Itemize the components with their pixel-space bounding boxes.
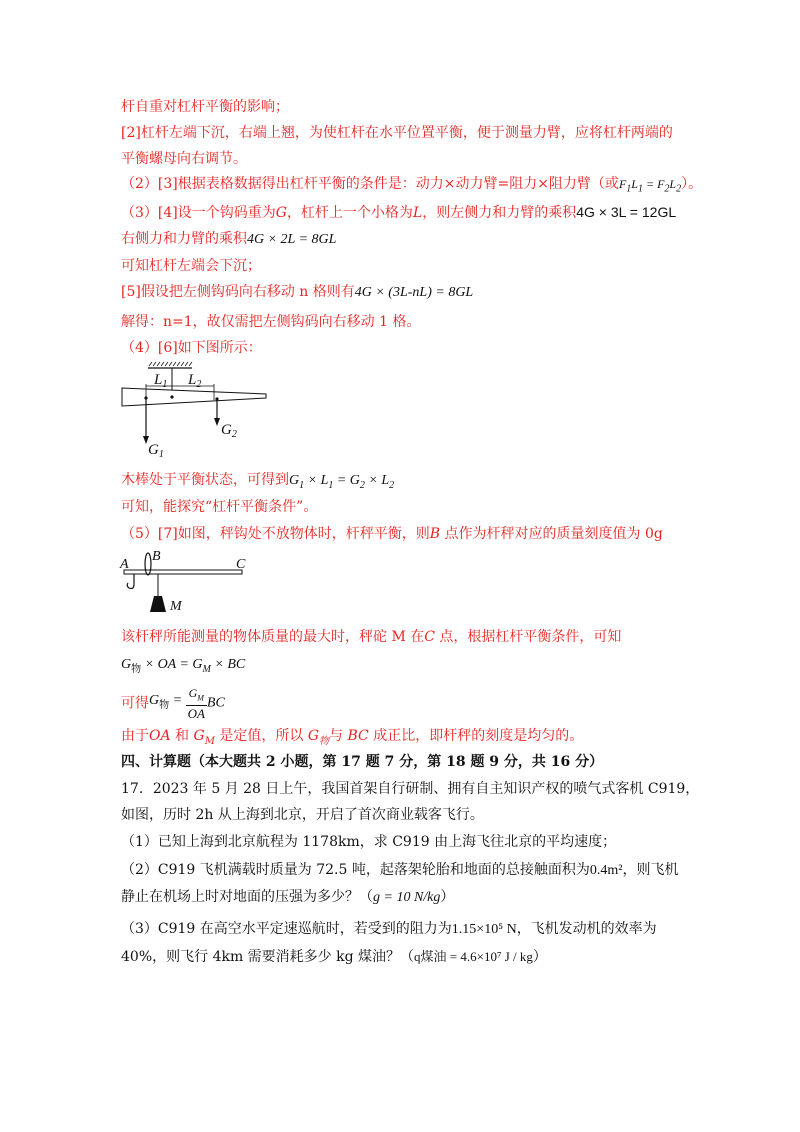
label-m: M <box>170 599 182 614</box>
solution-line-12: 可知，能探究“杠杆平衡条件”。 <box>121 499 318 515</box>
solution-line-5-text: （3）[4]设一个钩码重为 <box>121 205 276 221</box>
solution-line-14-a: 该杆秤所能测量的物体质量的最大时，秤砣 M 在 <box>121 629 425 645</box>
solution-line-17-a: 由于 <box>121 728 149 744</box>
point-b-text: B <box>429 526 441 542</box>
q17-line-7 <box>121 947 547 967</box>
gm-text: $G_M$ <box>193 728 215 747</box>
label-a: A <box>120 557 129 572</box>
label-b: B <box>152 549 161 564</box>
oa-text: OA <box>149 728 171 744</box>
heat-value-math: q煤油 = 4.6×10⁷ J / kg <box>414 949 533 964</box>
solution-line-17 <box>121 726 583 752</box>
bc-text: BC <box>347 728 369 744</box>
bc-math: BC <box>206 695 225 711</box>
q17-line-4 <box>121 860 678 881</box>
label-g2: $G_2$ <box>221 422 237 440</box>
gw-text: $G_物$ <box>307 728 330 747</box>
var-g: G <box>275 205 287 221</box>
q17-line-4-a: （2）C919 飞机满载时质量为 72.5 吨，起落架轮胎和地面的总接触面积为 <box>121 862 590 878</box>
stick-lever-figure <box>118 360 278 460</box>
q17-line-7-a: 40%，则飞行 4km 需要消耗多少 kg 煤油？（ <box>121 949 415 965</box>
solution-line-11-text: 木棒处于平衡状态，可得到 <box>121 472 289 488</box>
solution-line-4 <box>121 174 702 199</box>
q17-line-6-b: ，飞机发动机的效率为 <box>516 921 657 937</box>
solution-line-13-c: 点作为杆秤对应的质量刻度值为 0g <box>440 526 663 542</box>
solution-line-5-mid: ，杠杆上一个小格为 <box>286 205 413 221</box>
solution-line-13 <box>121 524 663 544</box>
solution-line-5 <box>121 202 676 223</box>
resistance-math: 1.15×10⁵ N <box>451 922 517 937</box>
solution-line-14 <box>121 627 621 647</box>
solution-line-13-a: （5）[7]如图，秤钩处不放物体时，杆秤平衡，则 <box>121 526 430 542</box>
point-c-text: C <box>424 629 435 645</box>
gravity-math: g = 10 N/kg <box>373 890 441 905</box>
q17-line-5-b: ） <box>440 889 455 905</box>
solution-line-9: 解得：n=1，故仅需把左侧钩码向右移动 1 格。 <box>121 314 421 330</box>
q17-line-5 <box>121 887 454 908</box>
solution-line-7: 可知杠杆左端会下沉； <box>121 258 261 274</box>
solution-line-17-b: 和 <box>170 728 194 744</box>
section-4-heading: 四、计算题（本大题共 2 小题，第 17 题 7 分，第 18 题 9 分，共 16 分） <box>121 754 604 770</box>
q17-line-4-b: ，则飞机 <box>622 862 679 878</box>
solution-line-8 <box>121 282 473 303</box>
solution-line-16 <box>121 686 225 721</box>
label-c: C <box>236 557 246 572</box>
solution-line-16-text: 可得 <box>121 695 149 712</box>
solution-line-15 <box>121 654 245 680</box>
var-l: L <box>412 205 423 221</box>
solution-line-2: [2]杠杆左端下沉，右端上翘，为使杠杆在水平位置平衡，便于测量力臂，应将杠杆两端的 <box>121 125 673 141</box>
q17-line-3: （1）已知上海到北京航程为 1178km，求 C919 由上海飞往北京的平均速度； <box>121 834 617 850</box>
q17-line-2: 如图，历时 2h 从上海到北京，开启了首次商业载客飞行。 <box>121 807 484 823</box>
stick-balance-math: $G_1 \times L_1 = G_2 \times L_2$ <box>289 473 395 491</box>
solution-line-1: 杆自重对杠杆平衡的影响； <box>121 99 289 115</box>
solution-line-11 <box>121 470 394 496</box>
q17-line-5-a: 静止在机场上时对地面的压强为多少？（ <box>121 889 373 905</box>
label-g1: $G_1$ <box>148 442 164 460</box>
solution-line-6 <box>121 229 336 250</box>
solution-line-6-text: 右侧力和力臂的乘积 <box>121 231 247 247</box>
solution-line-17-d: 与 <box>329 728 348 744</box>
solution-line-4-text: （2）[3]根据表格数据得出杠杆平衡的条件是：动力×动力臂=阻力×阻力臂（或 <box>121 176 619 192</box>
solution-line-4-end: ）。 <box>681 176 703 192</box>
fraction-gm-oa: $\frac{G_M}{OA}$ <box>187 686 205 722</box>
weight-lhs-math: $G_物$ = <box>149 693 186 712</box>
solution-line-8-text: [5]假设把左侧钩码向右移动 n 格则有 <box>121 284 355 300</box>
solution-line-3: 平衡螺母向右调节。 <box>121 151 247 167</box>
solution-line-5-end: ，则左侧力和力臂的乘积 <box>422 205 577 221</box>
steelyard-balance-math: $G_物$ × OA = $G_M$ × BC <box>121 657 246 675</box>
label-l2: $L_2$ <box>188 372 202 390</box>
q17-line-7-b: ） <box>532 949 547 965</box>
q17-line-6-a: （3）C919 在高空水平定速巡航时，若受到的阻力为 <box>121 921 452 937</box>
right-product-math: 4G × 2L = 8GL <box>247 232 337 247</box>
q17-line-1: 17．2023 年 5 月 28 日上午，我国首架自行研制、拥有自主知识产权的喷气式客机 C919， <box>121 781 700 797</box>
solution-line-10: （4）[6]如下图所示： <box>121 340 262 356</box>
solution-line-14-c: 点，根据杠杆平衡条件，可知 <box>434 629 622 645</box>
label-l1: $L_1$ <box>154 372 168 390</box>
solution-line-17-c: 是定值，所以 <box>214 728 308 744</box>
shift-equation-math: 4G × (3L-nL) = 8GL <box>354 285 474 300</box>
solution-line-17-e: 成正比，即杆秤的刻度是均匀的。 <box>368 728 584 744</box>
steelyard-figure <box>118 548 258 616</box>
q17-line-6 <box>121 919 657 940</box>
area-math: 0.4m² <box>589 863 623 878</box>
left-product-math: 4G × 3L = 12GL <box>576 204 677 220</box>
balance-formula: $F_1L_1 = F_2L_2$ <box>618 177 682 195</box>
